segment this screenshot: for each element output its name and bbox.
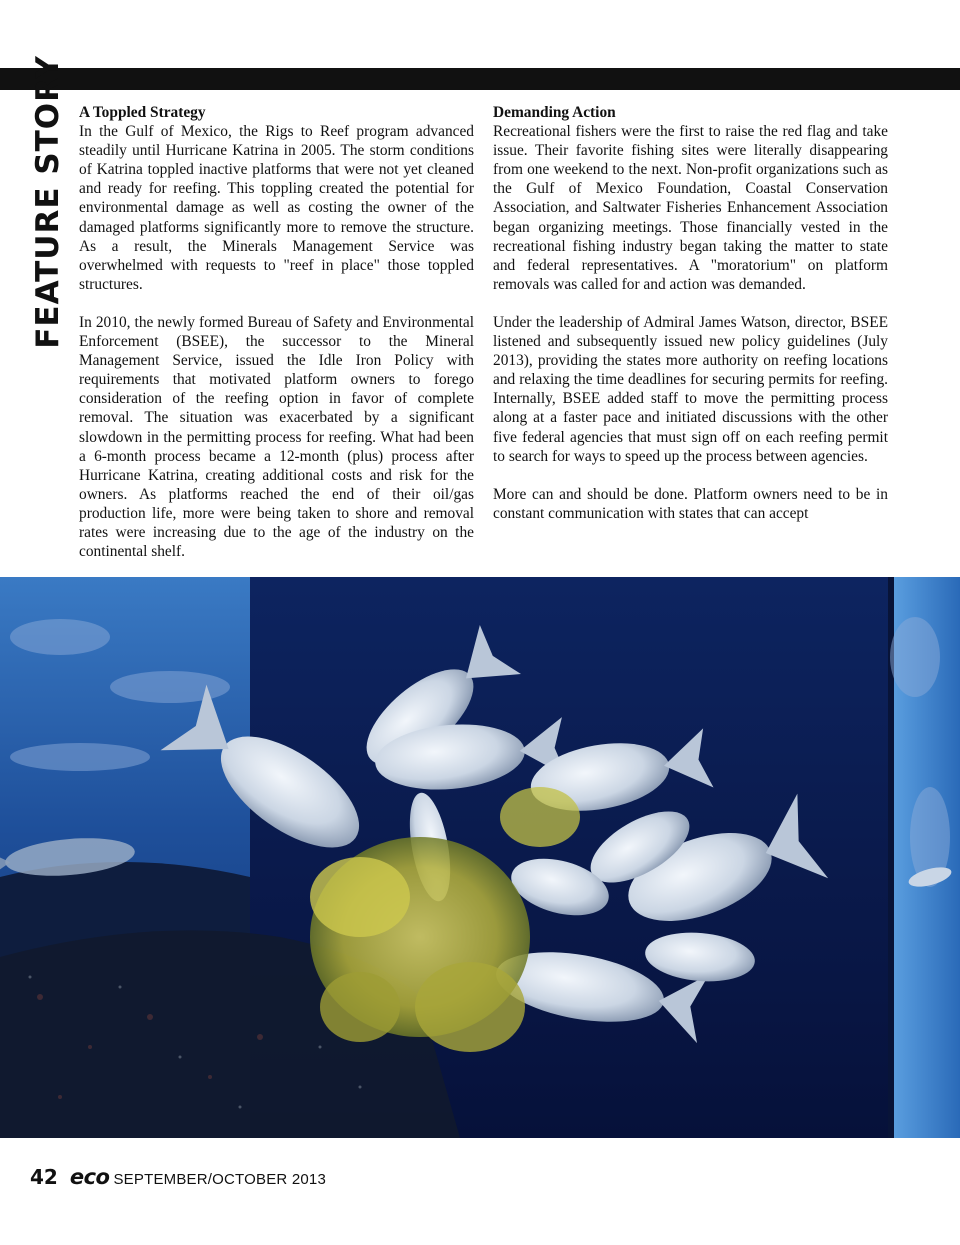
issue-date: SEPTEMBER/OCTOBER 2013 — [113, 1171, 326, 1188]
underwater-illustration — [0, 577, 960, 1138]
left-column — [79, 103, 474, 580]
right-paragraph-1: Recreational fishers were the first to raise the red flag and take issue. Their favorite fishing sites were literally disappearing from one weekend to the next. Non-profit organizations such as the Gulf of Mexico Foundation, Coastal Conservation Association, and Saltwater Fisheries Enhancement Association began organizing meetings. Those financially vested in the recreational fishing industry began taking the matter to state and federal representatives. A "moratorium" on platform removals was called for and action was demanded. — [493, 123, 888, 293]
right-paragraph-2: Under the leadership of Admiral James Watson, director, BSEE listened and subsequently issued new policy guidelines (July 2013), providing the states more authority on reefing locations and relaxing the time deadlines for securing permits for reefing. Internally, BSEE added staff to move the permitting process along at a faster pace and initiated discussions with the other five federal agencies that must sign off on each reefing permit to search for ways to speed up the process between agencies. — [493, 313, 888, 465]
left-paragraph-2: In 2010, the newly formed Bureau of Safety and Environmental Enforcement (BSEE), the successor to the Mineral Management Service, issued the Idle Iron Policy with requirements that motivated platform owners to forego consideration of the reefing option in favor of complete removal. The situation was exacerbated by a significant slowdown in the permitting process for reefing. What had been a 6-month process became a 12-month (plus) process after Hurricane Katrina, creating additional costs and risk for the owners. As platforms reached the end of their oil/gas production life, more were being taken to shore and removal rates were increasing due to the age of the industry on the continental shelf. — [79, 313, 474, 561]
fish-school-photo — [0, 577, 960, 1138]
right-heading: Demanding Action — [493, 104, 616, 121]
right-paragraph-3: More can and should be done. Platform owners need to be in constant communication with states that can accept — [493, 485, 888, 522]
top-bar — [0, 68, 960, 90]
left-heading: A Toppled Strategy — [79, 104, 206, 121]
page-number: 42 — [30, 1165, 58, 1189]
section-label: FEATURE STORY — [30, 55, 66, 349]
left-paragraph-1: In the Gulf of Mexico, the Rigs to Reef program advanced steadily until Hurricane Katrina in 2005. The storm conditions of Katrina toppled inactive platforms that were not yet cleaned and ready for reefing. This toppling created the potential for environmental damage as well as costing the owner of the damaged platforms significantly more to remove the structure. As a result, the Minerals Management Service was overwhelmed with requests to "reef in place" those toppled structures. — [79, 123, 474, 293]
right-column — [493, 103, 888, 542]
magazine-logo: eco — [69, 1165, 110, 1189]
footer — [30, 1165, 326, 1195]
